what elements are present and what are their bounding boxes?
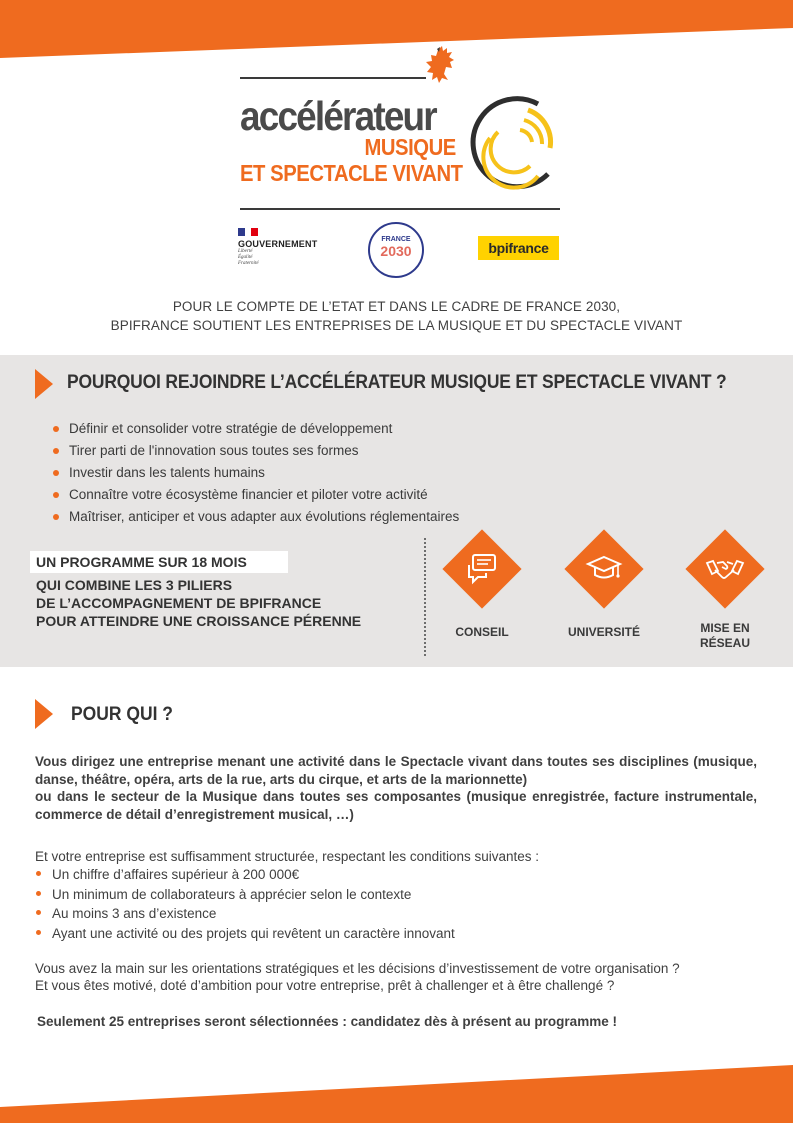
who-question-2: Et vous êtes motivé, doté d’ambition pour votre entreprise, prêt à challenger et à être challengé ? bbox=[35, 978, 615, 993]
who-description-line-2: ou dans le secteur de la Musique dans toutes ses composantes (musique enregistrée, facture instrumentale, commerce de détail d’enregistrement musical, …) bbox=[35, 789, 757, 822]
motto-egalite: Égalité bbox=[238, 255, 253, 260]
circle-emblem-icon bbox=[468, 92, 564, 192]
intro-line-2: BPIFRANCE SOUTIENT LES ENTREPRISES DE LA MUSIQUE ET DU SPECTACLE VIVANT bbox=[110, 318, 683, 333]
logo-word-accelerateur: accélérateur bbox=[240, 93, 436, 139]
intro-line-1: POUR LE COMPTE DE L’ETAT ET DANS LE CADRE DE FRANCE 2030, bbox=[172, 299, 621, 314]
graduation-cap-icon bbox=[584, 549, 624, 589]
who-description bbox=[35, 753, 757, 823]
program-line-2: QUI COMBINE LES 3 PILIERS bbox=[36, 577, 233, 593]
list-item: Un minimum de collaborateurs à apprécier selon le contexte bbox=[35, 885, 455, 905]
handshake-icon bbox=[705, 549, 745, 589]
gouvernement-logo bbox=[238, 228, 317, 267]
france-2030-top: FRANCE bbox=[381, 236, 411, 243]
rooster-icon bbox=[424, 46, 460, 84]
pillar-label: CONSEIL bbox=[455, 625, 509, 639]
list-item: Maîtriser, anticiper et vous adapter aux évolutions réglementaires bbox=[52, 506, 459, 528]
pillar-label-line-2: RÉSEAU bbox=[699, 636, 750, 650]
pillar-label bbox=[675, 621, 775, 651]
why-join-section bbox=[0, 355, 793, 667]
pillar-label-line-1: MISE EN bbox=[700, 621, 750, 635]
bottom-orange-band bbox=[0, 1063, 793, 1123]
france-2030-logo bbox=[368, 222, 424, 278]
arrow-right-icon bbox=[35, 699, 53, 729]
motto-liberte: Liberté bbox=[238, 249, 253, 254]
pillar-conseil bbox=[432, 529, 532, 640]
program-line-3: DE L’ACCOMPAGNEMENT DE BPIFRANCE bbox=[36, 595, 322, 611]
motto-fraternite: Fraternité bbox=[238, 261, 259, 266]
list-item: Au moins 3 ans d’existence bbox=[35, 904, 455, 924]
list-item: Tirer parti de l'innovation sous toutes ses formes bbox=[52, 440, 459, 462]
logo-word-spectacle-vivant: ET SPECTACLE VIVANT bbox=[240, 160, 463, 186]
list-item: Connaître votre écosystème financier et piloter votre activité bbox=[52, 484, 459, 506]
list-item: Un chiffre d’affaires supérieur à 200 000€ bbox=[35, 865, 455, 885]
conditions-intro: Et votre entreprise est suffisamment structurée, respectant les conditions suivantes : bbox=[35, 849, 539, 864]
chat-bubbles-icon bbox=[462, 549, 502, 589]
logo-bottom-rule bbox=[240, 208, 560, 210]
who-title: POUR QUI ? bbox=[71, 704, 173, 725]
pillar-universite bbox=[554, 529, 654, 640]
bpifrance-logo: bpifrance bbox=[478, 236, 559, 260]
who-description-line-1: Vous dirigez une entreprise menant une activité dans le Spectacle vivant dans toutes ses disciplines (musique, danse, théâtre, opéra, arts de la rue, arts du cirque, et arts de la marionnette) bbox=[35, 754, 757, 787]
intro-text bbox=[0, 297, 793, 335]
call-to-action: Seulement 25 entreprises seront sélectionnées : candidatez dès à présent au programme ! bbox=[37, 1014, 617, 1029]
who-questions bbox=[35, 960, 680, 994]
logo-word-musique: MUSIQUE bbox=[364, 134, 456, 160]
benefits-list bbox=[52, 418, 459, 528]
program-description bbox=[36, 576, 361, 630]
french-flag-icon bbox=[238, 228, 258, 236]
program-line-4: POUR ATTEINDRE UNE CROISSANCE PÉRENNE bbox=[36, 613, 362, 629]
list-item: Ayant une activité ou des projets qui revêtent un caractère innovant bbox=[35, 924, 455, 944]
dotted-divider bbox=[424, 538, 426, 656]
program-duration: UN PROGRAMME SUR 18 MOIS bbox=[36, 554, 247, 570]
logo-top-rule bbox=[240, 77, 426, 79]
list-item: Définir et consolider votre stratégie de développement bbox=[52, 418, 459, 440]
pillar-label: UNIVERSITÉ bbox=[567, 625, 640, 639]
why-title: POURQUOI REJOINDRE L’ACCÉLÉRATEUR MUSIQUE ET SPECTACLE VIVANT ? bbox=[67, 372, 727, 393]
conditions-list bbox=[35, 865, 455, 943]
who-question-1: Vous avez la main sur les orientations stratégiques et les décisions d’investissement de votre organisation ? bbox=[35, 961, 680, 976]
france-2030-year: 2030 bbox=[380, 243, 412, 259]
gouvernement-label: GOUVERNEMENT bbox=[238, 239, 318, 249]
arrow-right-icon bbox=[35, 369, 53, 399]
accelerateur-logo bbox=[232, 40, 572, 280]
pillar-mise-en-reseau bbox=[675, 529, 775, 651]
list-item: Investir dans les talents humains bbox=[52, 462, 459, 484]
